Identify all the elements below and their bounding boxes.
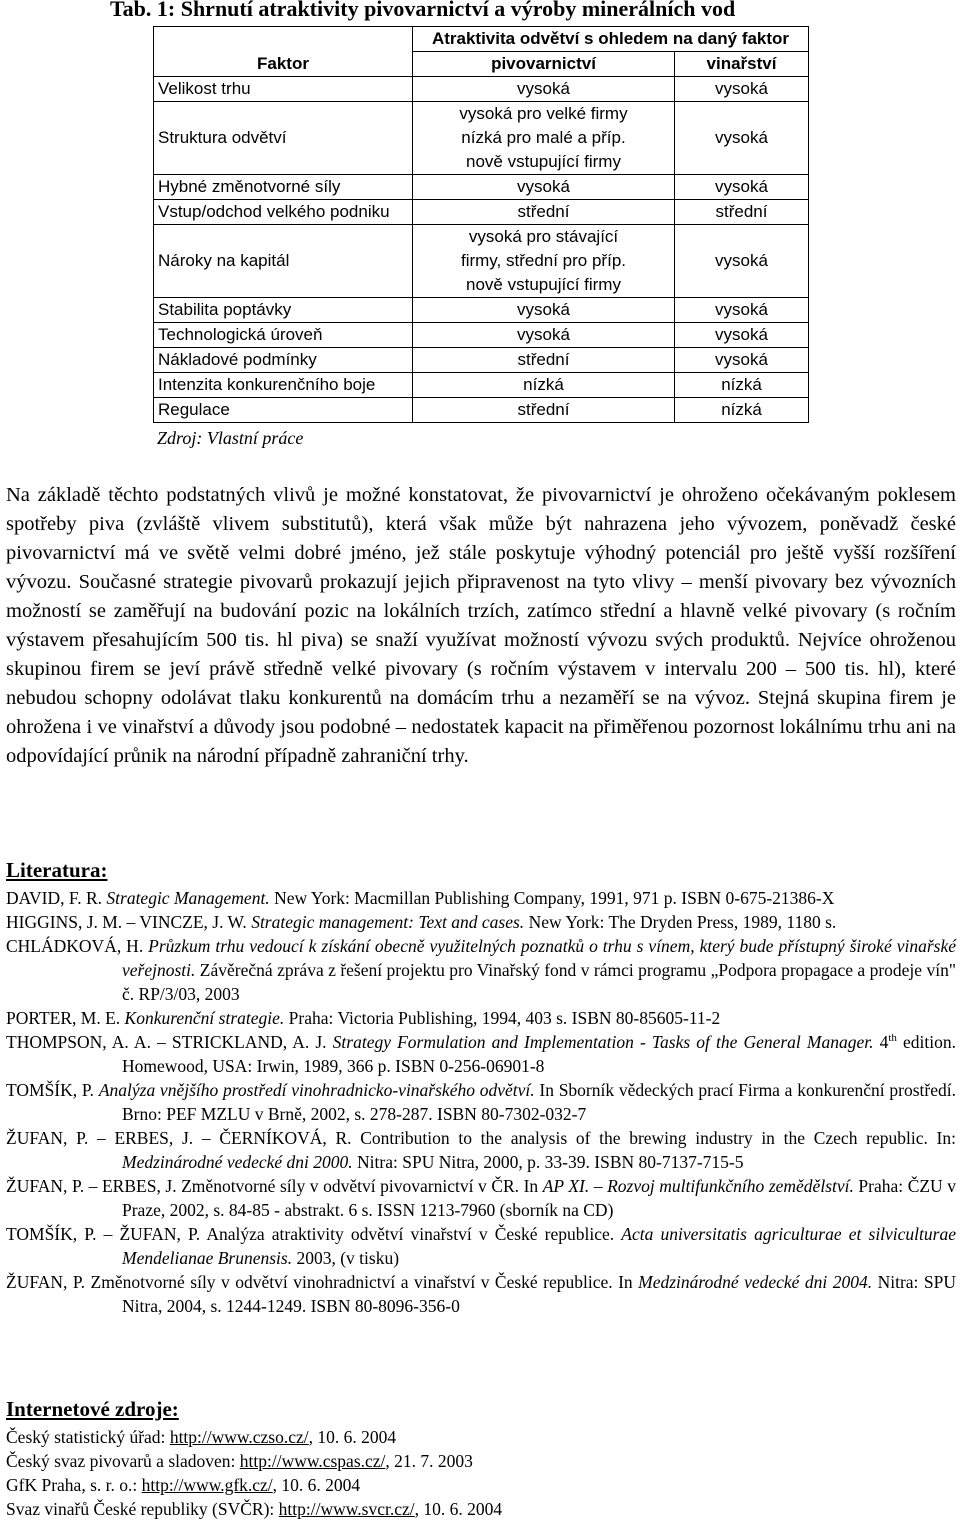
reference-item [6,910,956,934]
table-cell-wine: vysoká [675,77,809,102]
internet-source-item [6,1449,956,1473]
reference-details: edition. Homewood, USA: Irwin, 1989, 366 p. ISBN 0-256-06901-8 [122,1032,956,1076]
reference-authors: DAVID, F. R. [6,888,107,908]
reference-item [6,886,956,910]
reference-item [6,1126,956,1174]
table-row [154,373,809,398]
reference-title: AP XI. – Rozvoj multifunkčního zemědělství. [542,1176,854,1196]
table-cell-beer: vysoká pro stávající firmy, střední pro příp. nově vstupující firmy [413,225,675,298]
internet-source-link[interactable]: http://www.cspas.cz/ [239,1451,386,1471]
table-cell-wine: nízká [675,373,809,398]
table-cell-wine: nízká [675,398,809,423]
reference-item [6,1270,956,1318]
table-cell-factor: Technologická úroveň [154,323,413,348]
table-cell-factor: Intenzita konkurenčního boje [154,373,413,398]
table-cell-beer: vysoká [413,77,675,102]
internet-source-date: , 10. 6. 2004 [308,1427,397,1447]
reference-title: Acta universitatis agriculturae et silviculturae Mendelianae Brunensis. [122,1224,956,1268]
table-row [154,102,809,175]
internet-source-date: , 21. 7. 2003 [385,1451,473,1471]
reference-authors: CHLÁDKOVÁ, H. [6,936,149,956]
reference-list [6,886,956,1318]
table-title: Tab. 1: Shrnutí atraktivity pivovarnictví a výroby minerálních vod [110,0,736,21]
reference-details: Nitra: SPU Nitra, 2000, p. 33-39. ISBN 80-7137-715-5 [352,1152,744,1172]
group-header: Atraktivita odvětví s ohledem na daný faktor [413,27,809,52]
table-cell-factor: Struktura odvětví [154,102,413,175]
reference-details: New York: The Dryden Press, 1989, 1180 s. [524,912,837,932]
reference-item [6,1174,956,1222]
reference-item [6,1078,956,1126]
table-cell-wine: vysoká [675,298,809,323]
table-cell-wine: vysoká [675,225,809,298]
internet-source-link[interactable]: http://www.czso.cz/ [169,1427,309,1447]
table-row [154,348,809,373]
internet-source-label: GfK Praha, s. r. o.: [6,1475,142,1495]
reference-authors: TOMŠÍK, P. [6,1080,99,1100]
reference-title: Strategic management: Text and cases. [251,912,525,932]
table-row [154,323,809,348]
table-cell-beer: vysoká [413,323,675,348]
reference-title: Konkurenční strategie. [124,1008,285,1028]
body-paragraph: Na základě těchto podstatných vlivů je možné konstatovat, že pivovarnictví je ohroženo očekávaným poklesem spotřeby piva (zvláště vlivem substitutů), která však může být nahrazena jeho vývozem, poněvadž české pivovarnictví má ve světě velmi dobré jméno, jež stále poskytuje výhodný potenciál pro ještě vyšší rozšíření vývozu. Současné strategie pivovarů prokazují jejich připravenost na tyto vlivy – menší pivovary bez vývozních možností se zaměřují na budování pozic na lokálních trzích, zatímco střední a hlavně velké pivovary (s ročním výstavem přesahujícím 500 tis. hl piva) se snaží využívat možností vývozu svých produktů. Nejvíce ohroženou skupinou firem se jeví právě středně velké pivovary (s ročním výstavem v intervalu 200 – 500 tis. hl), které nebudou schopny odolávat tlaku konkurentů na domácím trhu a nezaměří se na vývoz. Stejná skupina firem je ohrožena i ve vinařství a důvody jsou podobné – nedostatek kapacit na přiměřenou pozornost lokálnímu trhu ani na odpovídající průnik na národní případně zahraniční trhy. [6,484,956,767]
reference-title: Medzinárodné vedecké dni 2000. [122,1152,353,1172]
reference-item [6,934,956,1006]
reference-details: 2003, (v tisku) [292,1248,400,1268]
attractiveness-table [153,26,809,423]
table-cell-beer: vysoká pro velké firmy nízká pro malé a příp. nově vstupující firmy [413,102,675,175]
source-note: Zdroj: Vlastní práce [157,428,304,448]
internet-source-item [6,1497,956,1521]
col-header-beer: pivovarnictví [413,52,675,77]
literature-heading: Literatura: [6,858,108,882]
internet-source-label: Český statistický úřad: [6,1427,170,1447]
table-cell-beer: vysoká [413,175,675,200]
table-cell-beer: nízká [413,373,675,398]
internet-source-item [6,1425,956,1449]
reference-authors: ŽUFAN, P. – ERBES, J. Změnotvorné síly v odvětví pivovarnictví v ČR. In [6,1176,543,1196]
reference-title: Strategy Formulation and Implementation - Tasks of the General Manager. [332,1032,874,1052]
internet-source-link[interactable]: http://www.svcr.cz/ [278,1499,415,1519]
internet-source-label: Svaz vinařů České republiky (SVČR): [6,1499,279,1519]
table-row [154,200,809,225]
reference-authors: ŽUFAN, P. Změnotvorné síly v odvětví vinohradnictví a vinařství v České republice. In [6,1272,639,1292]
reference-edition: 4 [873,1032,889,1052]
reference-title: Analýza vnějšího prostředí vinohradnicko-vinařského odvětví. [98,1080,535,1100]
table-cell-factor: Velikost trhu [154,77,413,102]
table-body [154,77,809,423]
table-cell-factor: Nároky na kapitál [154,225,413,298]
reference-authors: TOMŠÍK, P. – ŽUFAN, P. Analýza atraktivity odvětví vinařství v České republice. [6,1224,622,1244]
internet-source-date: , 10. 6. 2004 [414,1499,503,1519]
reference-details: Praha: ČZU v Praze, 2002, s. 84-85 - abstrakt. 6 s. ISSN 1213-7960 (sborník na CD) [122,1176,956,1220]
reference-details: Praha: Victoria Publishing, 1994, 403 s. ISBN 80-85605-11-2 [284,1008,721,1028]
table-cell-factor: Hybné změnotvorné síly [154,175,413,200]
table-cell-factor: Regulace [154,398,413,423]
table-cell-factor: Vstup/odchod velkého podniku [154,200,413,225]
internet-source-date: , 10. 6. 2004 [272,1475,361,1495]
table-cell-factor: Stabilita poptávky [154,298,413,323]
table-cell-beer: střední [413,398,675,423]
reference-title: Medzinárodné vedecké dni 2004. [638,1272,873,1292]
reference-authors: THOMPSON, A. A. – STRICKLAND, A. J. [6,1032,333,1052]
table-cell-factor: Nákladové podmínky [154,348,413,373]
table-row [154,298,809,323]
internet-source-label: Český svaz pivovarů a sladoven: [6,1451,240,1471]
table-cell-wine: vysoká [675,175,809,200]
table-cell-wine: vysoká [675,348,809,373]
reference-details: Závěrečná zpráva z řešení projektu pro Vinařský fond v rámci programu „Podpora propagace a prodeje vín" č. RP/3/03, 2003 [122,960,956,1004]
internet-source-list [6,1425,956,1521]
reference-edition-suffix: th [888,1032,897,1045]
table-cell-beer: střední [413,348,675,373]
table-cell-wine: vysoká [675,102,809,175]
table-row [154,175,809,200]
reference-title: Strategic Management. [106,888,270,908]
internet-source-link[interactable]: http://www.gfk.cz/ [141,1475,273,1495]
table-row [154,225,809,298]
reference-details: Nitra: SPU Nitra, 2004, s. 1244-1249. ISBN 80-8096-356-0 [122,1272,956,1316]
table-cell-wine: střední [675,200,809,225]
reference-authors: HIGGINS, J. M. – VINCZE, J. W. [6,912,252,932]
reference-authors: PORTER, M. E. [6,1008,125,1028]
internet-source-item [6,1473,956,1497]
table-cell-wine: vysoká [675,323,809,348]
reference-details: In Sborník vědeckých prací Firma a konkurenční prostředí. Brno: PEF MZLU v Brně, 2002, s. 278-287. ISBN 80-7302-032-7 [122,1080,956,1124]
reference-item [6,1222,956,1270]
col-header-wine: vinařství [675,52,809,77]
reference-item [6,1006,956,1030]
table-row [154,77,809,102]
reference-item [6,1030,956,1078]
internet-heading: Internetové zdroje: [6,1397,179,1421]
reference-title: Průzkum trhu vedoucí k získání obecně využitelných poznatků o trhu s vínem, který bude přístupný široké vinařské veřejnosti. [122,936,956,980]
reference-details: New York: Macmillan Publishing Company, 1991, 971 p. ISBN 0-675-21386-X [269,888,835,908]
table-row [154,398,809,423]
factor-header: Faktor [154,27,413,77]
reference-authors: ŽUFAN, P. – ERBES, J. – ČERNÍKOVÁ, R. Contribution to the analysis of the brewing industry in the Czech republic. In: [6,1128,956,1148]
table-cell-beer: střední [413,200,675,225]
table-cell-beer: vysoká [413,298,675,323]
